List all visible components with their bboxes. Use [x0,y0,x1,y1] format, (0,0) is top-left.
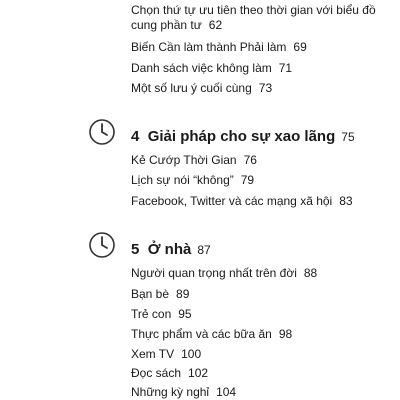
toc-entry-page: 69 [293,40,307,54]
toc-entry [131,81,272,96]
toc-entry-title: Một số lưu ý cuối cùng [131,81,252,95]
toc-entry-page: 102 [188,366,209,380]
toc-entry-title: Chọn thứ tự ưu tiên theo thời gian với biểu đồ [131,3,376,17]
toc-entry-page: 62 [208,18,223,32]
chapter-title: Ở nhà [147,241,192,258]
toc-entry-page: 100 [181,347,202,361]
toc-entry-page: 71 [278,61,293,75]
toc-entry [131,40,307,55]
toc-entry [131,173,254,188]
toc-entry-title: Biến Cần làm thành Phải làm [131,40,287,54]
toc-entry-page: 95 [178,307,192,321]
toc-entry-title: Người quan trọng nhất trên đời [131,266,297,280]
toc-entry-title: Facebook, Twitter và các mạng xã hội [131,194,333,208]
toc-entry [131,194,353,209]
toc-entry-page: 88 [303,266,318,280]
toc-entry-page: 89 [176,287,190,301]
toc-entry [131,61,292,76]
toc-entry-title: Xem TV [131,347,175,361]
chapter-number: 5 [131,241,140,258]
toc-entry [131,366,208,381]
toc-entry [131,3,376,18]
toc-entry-title: Trẻ con [131,307,172,321]
toc-entry-title: Danh sách việc không làm [131,61,272,75]
toc-entry-title: Những kỳ nghỉ [131,385,210,399]
chapter-number: 4 [131,128,140,145]
toc-entry [131,307,192,322]
toc-entry-continuation [131,18,222,33]
toc-entry-title: Bạn bè [131,287,170,301]
toc-entry-page: 104 [216,385,237,399]
toc-entry-page: 98 [278,327,293,341]
chapter-page: 75 [341,130,355,144]
toc-entry-page: 76 [243,153,257,167]
toc-entry-title: Thực phẩm và các bữa ăn [131,327,272,341]
toc-entry [131,287,189,302]
chapter-title: Giải pháp cho sự xao lãng [147,128,336,145]
clock-icon [88,118,116,146]
toc-entry-title: Đọc sách [131,366,182,380]
chapter-heading [131,127,355,147]
toc-entry-page: 73 [258,81,273,95]
toc-entry [131,347,201,362]
toc-entry-title: Lịch sự nói “không” [131,173,234,187]
toc-entry [131,385,236,400]
clock-icon [88,231,116,259]
chapter-page: 87 [197,243,211,257]
toc-entry-page: 79 [240,173,255,187]
toc-entry-title: cung phần tư [131,18,202,32]
chapter-heading [131,240,211,260]
toc-entry [131,153,257,168]
toc-entry [131,266,317,281]
toc-entry-title: Kẻ Cướp Thời Gian [131,153,237,167]
toc-entry-page: 83 [339,194,353,208]
toc-entry [131,327,292,342]
